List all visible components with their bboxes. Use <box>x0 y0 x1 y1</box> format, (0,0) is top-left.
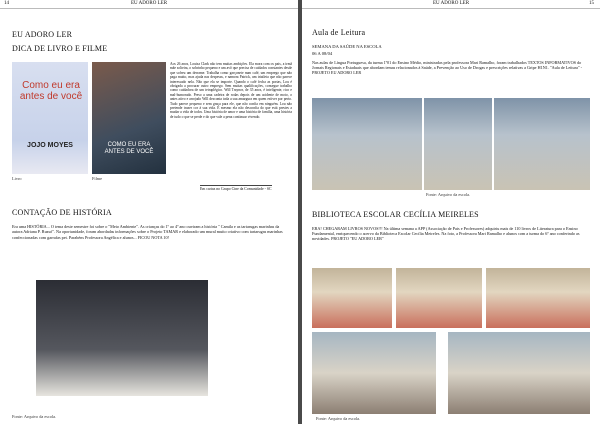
section-title: EU ADORO LER <box>12 30 73 39</box>
review-text: Aos 26 anos, Louisa Clark não tem muitas ambições. Ela mora com os pais, a irmã mãe solteira, o sobrinho pequeno e um avô que precisa de cuidados constantes desde que sofreu um derrame. Trabalha como garçonete num café, um emprego que não paga muito, mas ajuda nas despesas, e namora Patrick, um triatleta que não parece interessado nela. Não que ela se importe. Quando o café fecha as portas, Lou é obrigada a procurar outro emprego. Sem muitas qualificações, consegue trabalho como cuidadora de um tetraplégico. Will Traynor, de 35 anos, é inteligente, rico e mal-humorado. Preso a uma cadeira de rodas depois de um acidente de moto, o antes ativo e arrojado Will desconta toda a sua amargura em quem estiver por perto. Tudo parece pequeno e sem graça para ele, que não confia em ninguém. Lou não pretende trazer cor à sua vida. E mesmo ela não desconfia do que está prestes a mudar a vida de todos. Uma história de amor e uma história de família, uma história de tudo o que se perde e do que vale a pena continuar vivendo. <box>170 62 292 119</box>
reading-photo-caption: Fonte: Arquivo da escola. <box>426 192 471 197</box>
reading-class-title: Aula de Leitura <box>312 28 366 37</box>
book-cover-image <box>12 62 88 174</box>
reading-photo-2 <box>424 98 492 190</box>
book-title-line1: Como eu era <box>22 80 80 91</box>
left-page-header <box>0 0 298 9</box>
health-week-date: 06 A 08/04 <box>312 51 333 56</box>
book-title-line2: antes de você <box>19 91 83 102</box>
health-week-title: SEMANA DA SAÚDE NA ESCOLA <box>312 44 382 49</box>
reading-photo-1 <box>312 98 422 190</box>
left-page-number: 14 <box>4 1 9 6</box>
right-running-title: EU ADORO LER <box>432 1 470 6</box>
right-page-header <box>302 0 600 9</box>
right-page-number: 15 <box>589 1 594 6</box>
left-running-title: EU ADORO LER <box>130 1 168 6</box>
library-photo-5 <box>448 332 590 414</box>
library-text: EBA! CHEGARAM LIVROS NOVOS!!! Na última semana a APP (Associação de Pais e Professores) adquiriu mais de 110 livros de Literatura para o Ensino Fundamental, enriquecendo o acervo da Biblioteca Escolar Cecília Meireles. Na foto, a Professora Mari Ramalho e alunos com a turma do 6º ano conferindo as novidades. PROJETO "EU ADORO LER" <box>312 226 580 242</box>
right-page <box>302 0 600 424</box>
film-title-line1: COMO EU ERA <box>107 142 151 148</box>
library-photo-caption: Fonte: Arquivo da escola. <box>316 416 361 421</box>
book-caption: Livro <box>12 176 22 181</box>
story-title: CONTAÇÃO DE HISTÓRIA <box>12 208 112 217</box>
health-week-text: Nas aulas de Língua Portuguesa, da turma 1º01 do Ensino Médio, ministradas pela professora Mari Ramalho, foram trabalhados TEXTOS INFORMATIVOS do Jornais Regionais e Estaduais que abordam temas relacionados à Saúde, a Prevenção ao Uso de Drogas e prescrições relativas a Gripe H1N1. "Aula de Leitura" - PROJETO EU ADORO LER <box>312 60 583 76</box>
film-caption: Filme <box>92 176 103 181</box>
book-author: JOJO MOYES <box>27 142 73 149</box>
film-title-line2: ANTES DE VOCÊ <box>104 149 154 155</box>
library-photo-4 <box>312 332 436 414</box>
library-photo-1 <box>312 268 392 328</box>
source-note: Em cartaz no Grupo Cine da Comunidade - SC <box>200 187 272 191</box>
reading-photo-3 <box>494 98 590 190</box>
library-photo-2 <box>396 268 482 328</box>
storytelling-photo <box>36 280 208 396</box>
film-poster-image <box>92 62 166 174</box>
left-page <box>0 0 298 424</box>
storytelling-photo-caption: Fonte: Arquivo da escola. <box>12 414 57 419</box>
library-title: BIBLIOTECA ESCOLAR CECÍLIA MEIRELES <box>312 210 479 219</box>
story-text: Era uma HISTÓRIA... O tema deste semestre foi sobre o "Meio Ambiente". As crianças do 1º ao 4º ano ouviram a história " Camila e as tartarugas marinhas da autora Adriana P. Ruzsó". Na oportunidade, foram abordadas informações sobre o Projeto TAMAR e elaborado um mural muito criativo com tartarugas marinhas confeccionadas com garrafas pet. Parabéns Professora Angélica e alunos... FICOU NOTA 10! <box>12 224 283 240</box>
subtitle: DICA DE LIVRO E FILME <box>12 44 108 53</box>
library-photo-3 <box>486 268 590 328</box>
